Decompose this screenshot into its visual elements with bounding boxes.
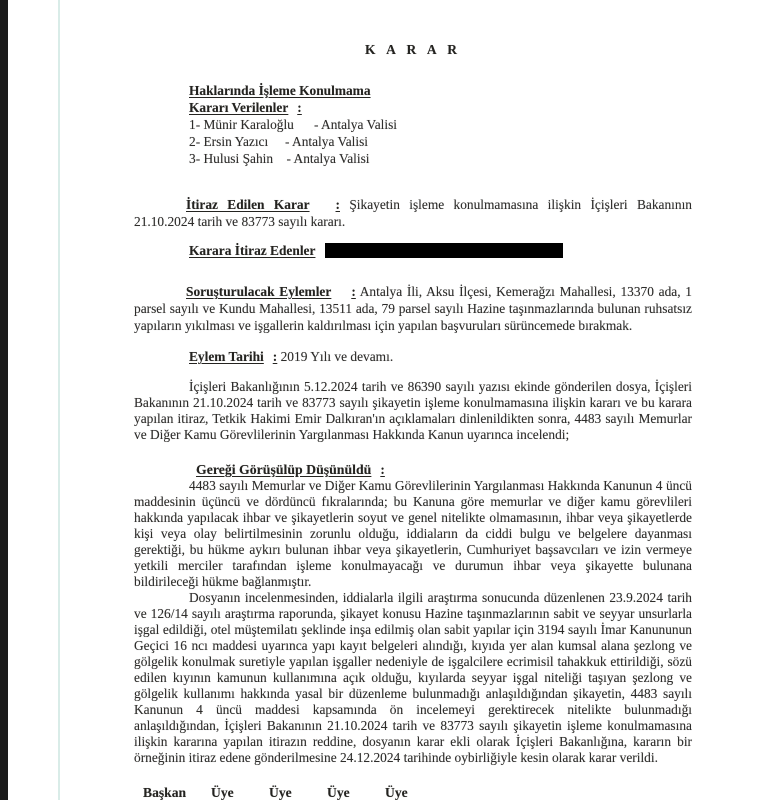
act-date-text: 2019 Yılı ve devamı. bbox=[280, 349, 394, 364]
signature-member-2: Üye bbox=[269, 785, 292, 800]
signature-member-1: Üye bbox=[211, 785, 234, 800]
deliberation-heading-colon: : bbox=[380, 462, 385, 477]
contested-decision-label: İtiraz Edilen Karar bbox=[186, 197, 310, 212]
act-date-section bbox=[134, 348, 692, 365]
document-title: K A R A R bbox=[364, 42, 462, 57]
deliberation-paragraph-1: 4483 sayılı Memurlar ve Diğer Kamu Görevlilerinin Yargılanması Hakkında Kanunun 4 üncü maddesinin üçüncü ve dördüncü fıkralarında; bu Kanuna göre memurlar ve diğer kamu görevlileri hakkında yapılacak ihbar ve şikayetlerin soyut ve genel nitelikte olmamasının, ihbar veya şikayetlerde kişi veya olay belirtilmesinin zorunlu olduğu, iddiaların da ciddi bulgu ve belgelere dayanması gerektiği, bu hükme aykırı bulunan ihbar veya şikayetlerin, Cumhuriyet başsavcıları ve izin vermeye yetkili merciler tarafından işleme konulmayacağı ve durumun ihbar veya şikayette bulunana bildirileceği hükme bağlanmıştır. bbox=[134, 478, 692, 589]
contested-decision-text: Şikayetin işleme konulmamasına ilişkin İçişleri Bakanının 21.10.2024 tarih ve 83773 sayılı kararı. bbox=[134, 197, 692, 229]
investigated-acts-label: Soruşturulacak Eylemler bbox=[186, 284, 332, 299]
contested-decision-colon: : bbox=[335, 197, 340, 212]
decision-holders-section bbox=[134, 82, 692, 167]
heading-colon: : bbox=[297, 100, 302, 115]
decision-holder-2: 2- Ersin Yazıcı - Antalya Valisi bbox=[189, 134, 369, 149]
investigated-acts-text: Antalya İli, Aksu İlçesi, Kemerağzı Mahallesi, 13370 ada, 1 parsel sayılı ve Kundu Mahallesi, 13511 ada, 79 parsel sayılı Hazine taşınmazlarında bulunan ruhsatsız yapıların yıkılması ve işgallerin kaldırılması için yapılan başvuruları sürüncemede bırakmak. bbox=[134, 284, 692, 333]
objectors-label: Karara İtiraz Edenler bbox=[189, 243, 316, 258]
deliberation-paragraph-2: Dosyanın incelenmesinden, iddialarla ilgili araştırma sonucunda düzenlenen 23.9.2024 tarih ve 126/14 sayılı araştırma raporunda, şikayet konusu Hazine taşınmazlarının sabit ve seyyar unsurlarla işgal edildiği, otel müştemilatı şeklinde inşa edilmiş olan sabit yapılar için 3194 sayılı İmar Kanununun Geçici 16 ncı maddesi uyarınca yapı kayıt belgeleri alındığı, kıyıda yer alan kumsal alana şezlong ve gölgelik konulmak suretiyle yapılan işgaller nedeniyle de işgalcilere ecrimisil tahakkuk ettirildiği, sözü edilen kıyının kamunun kullanımına açık olduğu, kıyılarda seyyar işgal niteliği taşıyan şezlong ve gölgelik kullanımı hakkında yasal bir düzenleme bulunmadığı anlaşıldığından şikayetin, 4483 sayılı Kanunun 4 üncü maddesi kapsamında ön incelemeyi gerektirecek nitelikte bulunmadığı anlaşıldığından, İçişleri Bakanının 21.10.2024 tarih ve 83773 sayılı şikayetin işleme konulmamasına ilişkin kararına yapılan itirazın reddine, dosyanın karar ekli olarak İçişleri Bakanlığına, kararın bir örneğinin itiraz edene gönderilmesine 24.12.2024 tarihinde oybirliğiyle kesin olarak karar verildi. bbox=[134, 590, 692, 765]
deliberation-heading bbox=[134, 461, 692, 478]
act-date-label: Eylem Tarihi bbox=[189, 349, 264, 364]
signature-row bbox=[134, 785, 692, 800]
investigated-acts-colon: : bbox=[351, 284, 356, 299]
document-body bbox=[134, 0, 692, 800]
decision-holder-3: 3- Hulusi Şahin - Antalya Valisi bbox=[189, 151, 370, 166]
heading-karari-verilenler: Kararı Verilenler bbox=[189, 100, 289, 115]
intro-paragraph: İçişleri Bakanlığının 5.12.2024 tarih ve 86390 sayılı yazısı ekinde gönderilen dosya, İçişleri Bakanının 21.10.2024 tarih ve 83773 sayılı şikayetin işleme konulmamasına ilişkin kararı ve bu karara yapılan itiraz, Tetkik Hakimi Emir Dalkıran'ın açıklamaları dinlenildikten sonra, 4483 sayılı Memurlar ve Diğer Kamu Görevlilerinin Yargılanması Hakkında Kanun uyarınca incelendi; bbox=[134, 379, 692, 442]
page-margin-line bbox=[58, 0, 60, 800]
objectors-section bbox=[134, 242, 692, 259]
signature-member-4: Üye bbox=[385, 785, 408, 800]
redaction-bar bbox=[325, 243, 563, 258]
heading-haklarinda: Haklarında İşleme Konulmama bbox=[189, 83, 371, 98]
deliberation-heading-label: Gereği Görüşülüp Düşünüldü bbox=[196, 462, 372, 477]
section-heading-line1 bbox=[189, 82, 692, 99]
act-date-colon: : bbox=[272, 349, 278, 364]
section-heading-line2 bbox=[189, 99, 692, 116]
signature-chairman: Başkan bbox=[143, 785, 187, 800]
contested-decision-paragraph bbox=[134, 196, 692, 230]
signature-member-3: Üye bbox=[327, 785, 350, 800]
scan-edge-strip bbox=[0, 0, 8, 800]
investigated-acts-paragraph bbox=[134, 283, 692, 334]
decision-holder-1: 1- Münir Karaloğlu - Antalya Valisi bbox=[189, 117, 398, 132]
